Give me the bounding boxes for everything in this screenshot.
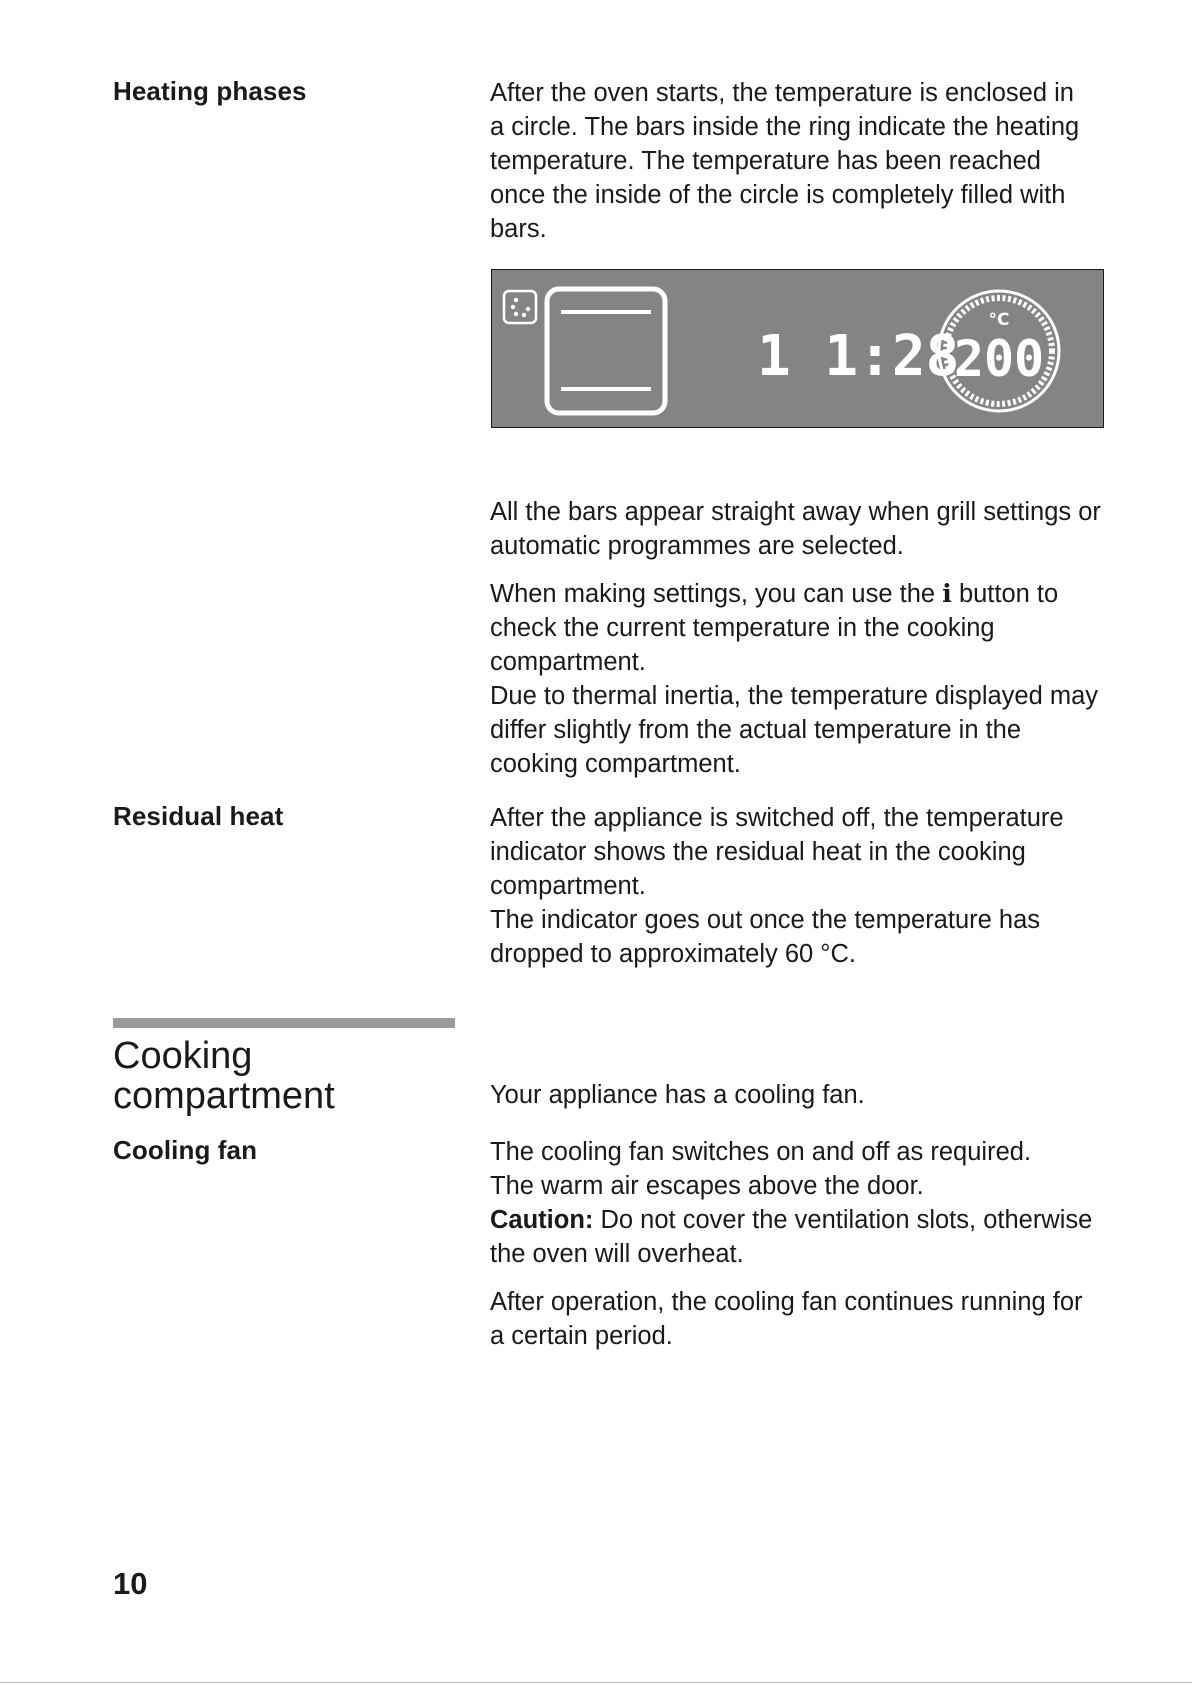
text-line: compartment. (490, 648, 646, 676)
caution-label: Caution: (490, 1206, 594, 1234)
text-fragment: button to (951, 580, 1059, 608)
clock-time: 1 1:28 (757, 324, 960, 389)
section-title-line: Cooking (113, 1035, 253, 1077)
temperature-value: 200 (953, 330, 1045, 388)
heating-phases-intro (490, 76, 1130, 246)
text-line: All the bars appear straight away when grill settings or (490, 498, 1101, 526)
text-line: The cooling fan switches on and off as required. (490, 1138, 1032, 1166)
heading-cooling-fan: Cooling fan (113, 1135, 258, 1165)
text-line: indicator shows the residual heat in the cooking (490, 838, 1026, 866)
oven-display-illustration (491, 269, 1104, 428)
text-line: temperature. The temperature has been reached (490, 147, 1041, 175)
text-line (490, 577, 1130, 611)
temperature-unit: °C (988, 310, 1010, 330)
residual-heat-text (490, 801, 1130, 971)
page-number: 10 (113, 1566, 148, 1601)
text-line: check the current temperature in the cooking (490, 614, 995, 642)
text-line: cooking compartment. (490, 750, 741, 778)
text-line: After the oven starts, the temperature is enclosed in (490, 79, 1074, 107)
heading-heating-phases: Heating phases (113, 76, 307, 106)
text-line: a certain period. (490, 1322, 673, 1350)
cooking-compartment-intro: Your appliance has a cooling fan. (490, 1081, 865, 1109)
section-title (113, 1036, 335, 1116)
text-fragment: When making settings, you can use the (490, 580, 943, 608)
section-divider-bar (113, 1018, 455, 1028)
heating-phases-notes (490, 495, 1130, 781)
cooling-fan-text (490, 1135, 1130, 1353)
text-line: the oven will overheat. (490, 1240, 744, 1268)
caution-text: Do not cover the ventilation slots, otherwise (593, 1206, 1093, 1234)
text-line: once the inside of the circle is completely filled with (490, 181, 1066, 209)
text-line: differ slightly from the actual temperature in the (490, 716, 1022, 744)
text-line: bars. (490, 215, 547, 243)
text-line (490, 1203, 1130, 1237)
text-line: The indicator goes out once the temperature has (490, 906, 1041, 934)
text-line: The warm air escapes above the door. (490, 1172, 924, 1200)
text-line: dropped to approximately 60 °C. (490, 940, 856, 968)
text-line: automatic programmes are selected. (490, 532, 904, 560)
text-line: compartment. (490, 872, 646, 900)
bottom-rule (0, 1682, 1192, 1683)
text-line: After operation, the cooling fan continues running for (490, 1288, 1083, 1316)
text-line: After the appliance is switched off, the temperature (490, 804, 1064, 832)
text-line: a circle. The bars inside the ring indicate the heating (490, 113, 1080, 141)
section-title-line: compartment (113, 1075, 335, 1117)
text-line: Due to thermal inertia, the temperature displayed may (490, 682, 1099, 710)
heading-residual-heat: Residual heat (113, 801, 284, 831)
info-button-symbol: i (942, 579, 952, 609)
